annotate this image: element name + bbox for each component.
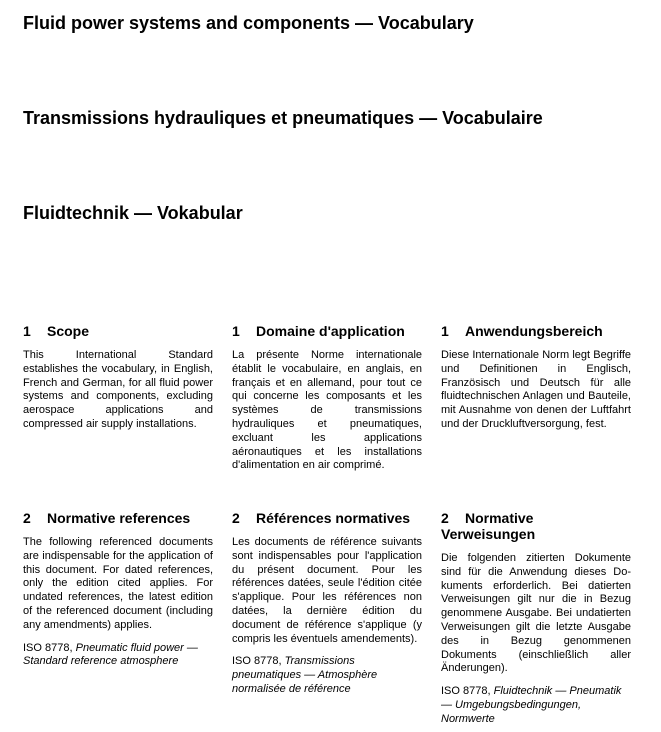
scope-heading-de xyxy=(441,323,631,339)
references-section-en xyxy=(23,510,213,669)
title-french: Transmissions hydrauliques et pneumatiques — Vocabulaire xyxy=(23,108,543,128)
references-section-de xyxy=(441,510,631,727)
scope-heading-fr xyxy=(232,323,422,339)
section-number: 2 xyxy=(23,510,31,526)
references-text-en: The following referenced documents are indispensable for the application of this document. For dated references, only the edition cited applies. For undated references, the latest edition of the referenced document (including any amendments) applies. xyxy=(23,536,213,631)
title-english: Fluid power systems and components — Vocabulary xyxy=(23,13,474,33)
section-heading-text: Domaine d'application xyxy=(256,323,405,339)
references-heading-fr xyxy=(232,510,422,526)
section-heading-text: Références normatives xyxy=(256,510,411,526)
scope-text-fr: La présente Norme internationale établit le vocabulaire, en anglais, en français et en allemand, pour tout ce qui concerne les composants et les systèmes de transmissions hydrauliques et pneumatiques, excluant les applications aéronautiques et les installations d'alimentation en air comprimé. xyxy=(232,349,422,472)
references-text-fr: Les documents de référence suivants sont indispensables pour l'application du présent document. Pour les références datées, seule l'édition citée s'applique. Pour les références non datées, la dernière édition du document de référence s'applique (y compris les éventuels amendements). xyxy=(232,536,422,645)
scope-heading-en xyxy=(23,323,213,339)
section-number: 2 xyxy=(441,510,449,526)
section-number: 1 xyxy=(232,323,240,339)
reference-entry-de xyxy=(441,685,631,726)
scope-section-fr xyxy=(232,323,422,473)
references-heading-de xyxy=(441,510,631,542)
scope-section-en xyxy=(23,323,213,432)
section-number: 2 xyxy=(232,510,240,526)
section-heading-text: Normative Verweisungen xyxy=(441,510,536,542)
reference-title: Transmissions pneumatiques — Atmosphère normalisée de référence xyxy=(232,655,378,695)
title-german: Fluidtechnik — Vokabular xyxy=(23,203,243,223)
reference-entry-fr xyxy=(232,655,422,696)
section-number: 1 xyxy=(441,323,449,339)
references-section-fr xyxy=(232,510,422,697)
references-heading-en xyxy=(23,510,213,526)
scope-text-de: Diese Internationale Norm legt Begriffe und Definitionen in Englisch, Französisch und Deutsch für alle fluidtechnischen Anlagen und Bauteile, mit Ausnahme von denen der Luftfahrt und der Druckluftversorgung, fest. xyxy=(441,349,631,430)
reference-number: ISO 8778, xyxy=(441,685,491,698)
section-heading-text: Normative references xyxy=(47,510,191,526)
reference-number: ISO 8778, xyxy=(232,655,282,668)
scope-section-de xyxy=(441,323,631,432)
section-heading-text: Scope xyxy=(47,323,90,339)
reference-title: Fluidtechnik — Pneumatik — Umgebungsbedingungen, Normwerte xyxy=(441,685,622,725)
reference-entry-en xyxy=(23,642,213,670)
references-text-de: Die folgenden zitierten Dokumente sind für die Anwendung dieses Dokuments erforderlich. Bei datierten Verweisungen gilt nur die in Bezug genommene Ausgabe. Bei undatierten Verweisungen gilt die letzte Ausgabe des in Bezug genommenen Dokuments (einschließlich aller Änderungen). xyxy=(441,552,631,675)
reference-title: Pneumatic fluid power — Standard reference atmosphere xyxy=(23,641,198,668)
section-number: 1 xyxy=(23,323,31,339)
section-heading-text: Anwendungsbereich xyxy=(465,323,603,339)
scope-text-en: This International Standard establishes the vocabulary, in English, French and German, for all fluid power systems and components, excluding aerospace applications and compressed air supply installations. xyxy=(23,349,213,430)
reference-number: ISO 8778, xyxy=(23,641,73,654)
